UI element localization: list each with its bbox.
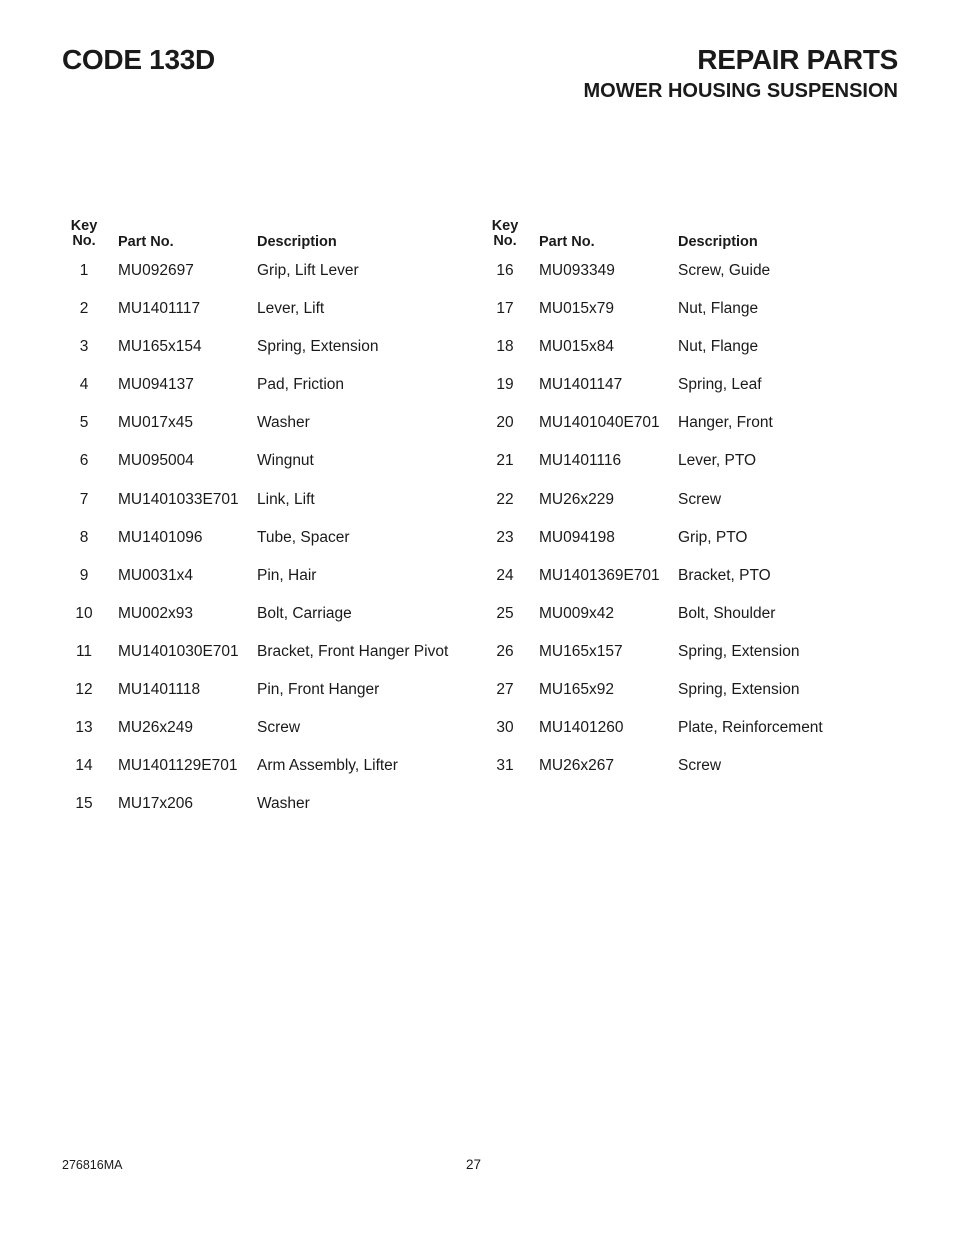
key-number: 25	[496, 604, 514, 622]
part-number: MU165x92	[539, 681, 614, 699]
table-row	[483, 519, 903, 557]
part-number: MU1401096	[118, 528, 203, 546]
part-number: MU017x45	[118, 414, 193, 432]
header-part-no: Part No.	[539, 234, 595, 250]
part-number: MU165x157	[539, 642, 623, 660]
part-number: MU092697	[118, 262, 194, 279]
part-number: MU094198	[539, 528, 615, 546]
key-number: 21	[496, 452, 514, 470]
table-row	[483, 557, 903, 595]
key-number: 13	[75, 719, 93, 737]
parts-rows-right	[483, 252, 903, 785]
table-header-right	[483, 218, 903, 252]
key-number: 4	[79, 376, 89, 394]
header-key-line2: No.	[493, 233, 517, 249]
part-description: Link, Lift	[257, 490, 315, 508]
part-number: MU1401033E701	[118, 490, 239, 508]
part-description: Lever, PTO	[678, 452, 757, 470]
key-number: 14	[75, 757, 93, 775]
part-description: Screw	[678, 490, 722, 508]
part-number: MU1401116	[539, 452, 622, 470]
key-number: 7	[79, 490, 89, 508]
part-number: MU1401117	[118, 300, 201, 318]
section-subtitle: MOWER HOUSING SUSPENSION	[583, 80, 898, 102]
part-description: Plate, Reinforcement	[678, 719, 823, 737]
part-number: MU015x79	[539, 300, 614, 318]
table-row	[483, 404, 903, 442]
key-number: 5	[79, 414, 89, 432]
parts-table-left	[62, 218, 482, 823]
key-number: 12	[75, 681, 93, 699]
part-number: MU094137	[118, 376, 194, 394]
part-description: Bracket, PTO	[678, 566, 771, 584]
key-number: 31	[496, 757, 514, 775]
page-title: REPAIR PARTS	[697, 44, 898, 75]
part-number: MU1401118	[118, 681, 201, 699]
part-description: Lever, Lift	[257, 300, 325, 318]
table-row	[483, 328, 903, 366]
table-row	[483, 366, 903, 404]
table-row	[62, 290, 482, 328]
part-description: Washer	[257, 795, 310, 813]
key-number: 26	[496, 642, 514, 660]
part-description: Screw	[678, 757, 722, 775]
part-description: Grip, PTO	[678, 528, 748, 546]
header-key-line1: Key	[70, 218, 98, 234]
key-number: 8	[79, 528, 89, 546]
part-description: Grip, Lift Lever	[257, 262, 359, 279]
table-row	[483, 442, 903, 480]
part-number: MU0031x4	[118, 566, 193, 584]
part-number: MU26x249	[118, 719, 193, 737]
part-description: Spring, Extension	[678, 681, 800, 699]
part-number: MU002x93	[118, 604, 193, 622]
part-number: MU26x267	[539, 757, 614, 775]
key-number: 2	[79, 300, 89, 318]
table-row	[62, 671, 482, 709]
part-number: MU1401040E701	[539, 414, 660, 432]
key-number: 9	[79, 566, 89, 584]
header-description: Description	[257, 234, 337, 250]
table-row	[483, 252, 903, 290]
part-description: Bolt, Carriage	[257, 604, 352, 622]
table-row	[62, 519, 482, 557]
part-description: Screw, Guide	[678, 262, 771, 279]
part-description: Spring, Leaf	[678, 376, 762, 394]
header-key-line2: No.	[72, 233, 96, 249]
table-row	[62, 785, 482, 823]
key-number: 19	[496, 376, 514, 394]
part-description: Bolt, Shoulder	[678, 604, 776, 622]
table-row	[483, 747, 903, 785]
page-number: 27	[466, 1157, 482, 1172]
part-number: MU165x154	[118, 338, 202, 356]
part-number: MU1401129E701	[118, 757, 238, 775]
part-number: MU1401147	[539, 376, 623, 394]
part-number: MU015x84	[539, 338, 614, 356]
part-number: MU1401260	[539, 719, 624, 737]
table-row	[483, 671, 903, 709]
part-description: Spring, Extension	[257, 338, 379, 356]
key-number: 6	[79, 452, 89, 470]
key-number: 17	[496, 300, 514, 318]
key-number: 15	[75, 795, 93, 813]
table-row	[62, 633, 482, 671]
part-number: MU093349	[539, 262, 615, 279]
part-description: Nut, Flange	[678, 300, 759, 318]
part-number: MU1401369E701	[539, 566, 660, 584]
key-number: 3	[79, 338, 89, 356]
parts-rows-left	[62, 252, 482, 823]
header-key-no	[483, 219, 527, 249]
table-row	[62, 366, 482, 404]
table-row	[62, 557, 482, 595]
part-number: MU17x206	[118, 795, 193, 813]
table-row	[483, 633, 903, 671]
parts-table-right	[483, 218, 903, 785]
key-number: 23	[496, 528, 514, 546]
part-description: Pad, Friction	[257, 376, 345, 394]
table-row	[483, 290, 903, 328]
header-key-line1: Key	[491, 218, 519, 234]
code-title: CODE 133D	[62, 44, 215, 75]
part-number: MU009x42	[539, 604, 614, 622]
key-number: 22	[496, 490, 514, 508]
table-header-left	[62, 218, 482, 252]
part-description: Nut, Flange	[678, 338, 759, 356]
key-number: 18	[496, 338, 514, 356]
key-number: 20	[496, 414, 514, 432]
part-number: MU26x229	[539, 490, 614, 508]
table-row	[62, 252, 482, 290]
key-number: 24	[496, 566, 514, 584]
key-number: 1	[79, 262, 89, 279]
key-number: 11	[75, 642, 93, 660]
table-row	[62, 404, 482, 442]
part-description: Hanger, Front	[678, 414, 773, 432]
table-row	[62, 709, 482, 747]
table-row	[483, 481, 903, 519]
key-number: 10	[75, 604, 93, 622]
part-description: Pin, Front Hanger	[257, 681, 380, 699]
document-number: 276816MA	[62, 1158, 123, 1172]
part-description: Wingnut	[257, 452, 314, 470]
part-description: Arm Assembly, Lifter	[257, 757, 398, 775]
part-description: Spring, Extension	[678, 642, 800, 660]
part-description: Washer	[257, 414, 310, 432]
header-description: Description	[678, 234, 758, 250]
table-row	[483, 709, 903, 747]
key-number: 27	[496, 681, 514, 699]
table-row	[62, 747, 482, 785]
part-number: MU1401030E701	[118, 642, 239, 660]
table-row	[62, 595, 482, 633]
part-number: MU095004	[118, 452, 194, 470]
part-description: Pin, Hair	[257, 566, 317, 584]
table-row	[483, 595, 903, 633]
header-part-no: Part No.	[118, 234, 174, 250]
part-description: Screw	[257, 719, 301, 737]
part-description: Tube, Spacer	[257, 528, 350, 546]
key-number: 30	[496, 719, 514, 737]
table-row	[62, 442, 482, 480]
header-key-no	[62, 219, 106, 249]
table-row	[62, 481, 482, 519]
table-row	[62, 328, 482, 366]
key-number: 16	[496, 262, 514, 279]
part-description: Bracket, Front Hanger Pivot	[257, 642, 449, 660]
